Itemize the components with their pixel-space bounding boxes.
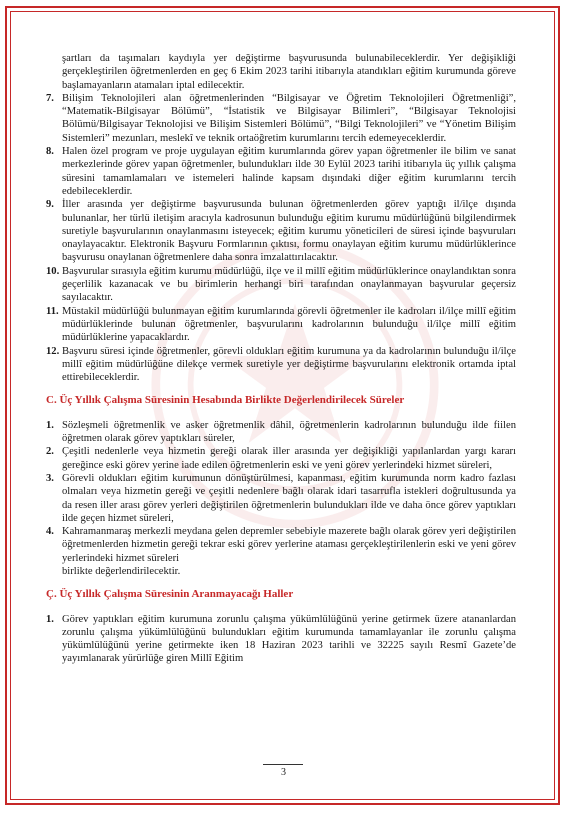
list-item: [46, 345, 516, 385]
section-heading-c: C. Üç Yıllık Çalışma Süresinin Hesabında Birlikte Değerlendirilecek Süreler: [46, 394, 405, 407]
item-text: Sözleşmeli öğretmenlik ve asker öğretmenlik dâhil, öğretmenlerin kadrolarının bulunduğu ilde fiilen öğretmen olarak görev yaptıkları süreler,: [62, 419, 516, 445]
list-item: [46, 92, 516, 145]
item-text: Görev yaptıkları eğitim kurumuna zorunlu çalışma yükümlülüğünü yerine getirmek üzere atananlardan zorunlu çalışma yükümlülüğünü bulundukları eğitim kurumunda tamamlayanlar ile zorunlu çalışma yükümlülüğünü yerine getirmekte iken 18 Haziran 2023 tarihli ve 32225 sayılı Resmî Gazete’de yayımlanarak yürürlüğe giren Millî Eğitim: [62, 613, 516, 665]
list-item: [46, 525, 516, 565]
item-number: 9.: [46, 199, 54, 211]
item-text: Başvuru süresi içinde öğretmenler, görevli oldukları eğitim kurumuna ya da kadrolarının bulunduğu il/ilçe millî eğitim müdürlüğüne dilekçe vermek suretiyle yer değiştirme başvurularını elektronik ortamda iptal ettirebileceklerdir.: [62, 345, 516, 384]
list-item: [46, 265, 516, 305]
list-item: [46, 305, 516, 345]
page-number-rule: [263, 764, 303, 765]
item-number: 10.: [46, 265, 60, 277]
item-number: 7.: [46, 92, 54, 104]
opening-paragraph: şartları da taşımaları kaydıyla yer değiştirme başvurusunda bulunabileceklerdir. Yer değişikliği gerçekleştirilen öğretmenlerden en geç 6 Ekim 2023 tarihi itibarıyla atandıkları eğitim kurumunda göreve başlamayanların atamaları iptal edilecektir.: [62, 53, 516, 91]
page-number: 3: [281, 767, 286, 778]
item-tail-text: birlikte değerlendirilecektir.: [62, 565, 181, 577]
item-text: İller arasında yer değiştirme başvurusunda bulunan öğretmenlerden görev yaptığı il/ilçe dışında bulunanlar, her türlü iletişim aracıyla kadrosunun bulunduğu eğitim kurumu müdürlüğünü bilgilendirmek suretiyle başvurularının onaylanmasını isteyecek; eğitim kurumu yöneticileri de süresi içinde başvuruları onaylayacaktır. Elektronik Başvuru Formlarının çıktısı, formu onaylayan eğitim kurumu müdürlüklerince başvurusu onaylanan öğretmenlere daha sonra imzalattırılacaktır.: [62, 199, 516, 264]
item-number: 1.: [46, 419, 54, 431]
item-number: 1.: [46, 613, 54, 625]
list-item: [46, 445, 516, 472]
item-text: Çeşitli nedenlerle veya hizmetin gereği olarak iller arasında yer değişikliği yapılanlardan yargı kararı gereğince eski görev yerine iade edilen öğretmenlerin eski ve yeni görev yerlerindeki hizmet süreleri,: [62, 446, 516, 471]
item-text: Görevli oldukları eğitim kurumunun dönüştürülmesi, kapanması, eğitim kurumunda norm kadro fazlası olmaları veya hizmetin gereği ve çeşitli nedenlere bağlı olarak idari tasarrufla istekleri doğrultusunda ya da resen iller arası görev yerleri değiştirilen öğretmenlerin bulundukları ilde ve daha önce görev yaptıkları ilde geçen hizmet süreleri,: [62, 472, 516, 524]
list-item: [46, 613, 516, 666]
list-item: [46, 419, 516, 446]
item-text: Halen özel program ve proje uygulayan eğitim kurumlarında görev yapan öğretmenler ile bilim ve sanat merkezlerinde görev yapan öğretmenler, bulundukları ilde 30 Eylül 2023 tarihi itibarıyla üç yıllık çalışma süresini tamamlamaları ve istemeleri halinde kapsam dışındaki diğer eğitim kurumlarını tercih edebileceklerdir.: [62, 146, 516, 197]
item-number: 8.: [46, 146, 54, 158]
item-number: 11.: [46, 305, 59, 317]
list-item: [46, 198, 516, 264]
item-text: Kahramanmaraş merkezli meydana gelen depremler sebebiyle mazerete bağlı olarak görev yeri değiştirilen öğretmenlerden hizmetin gereği tekrar eski görev yerlerine ataması gerçekleştirilenlerin eski ve yeni görev yerlerindeki hizmet süreleri: [62, 526, 516, 564]
document-body: [46, 52, 516, 666]
item-text: Müstakil müdürlüğü bulunmayan eğitim kurumlarında görevli öğretmenler ile kadroları il/ilçe millî eğitim müdürlüklerinde bulunan öğretmenler, başvurularını kadrolarının bulunduğu il/ilçe millî eğitim müdürlüklerine yapacaklardır.: [62, 305, 516, 344]
item-number: 4.: [46, 526, 54, 538]
list-item: [46, 472, 516, 525]
item-number: 2.: [46, 446, 54, 458]
item-number: 3.: [46, 472, 54, 484]
list-item: [46, 145, 516, 198]
item-text: Bilişim Teknolojileri alan öğretmenlerinden “Bilgisayar ve Öğretim Teknolojileri Öğretmenliği”, “Matematik-Bilgisayar Bölümü”, “İstatistik ve Bilgisayar Bilimleri”, “Bilgisayar Teknolojisi Bölümü/Bilgisayar Teknolojisi ve Bilişim Sistemleri Bölümü”, “Bilgi Teknolojileri” ve “Yönetim Bilişim Sistemleri” mezunları, meslekî ve teknik ortaöğretim kurumlarını tercih edemeyeceklerdir.: [62, 92, 516, 144]
item-text: Başvurular sırasıyla eğitim kurumu müdürlüğü, ilçe ve il millî eğitim müdürlüklerince onaylandıktan sonra geçerlilik kazanacak ve bu birimlerin herhangi biri tarafından onaylanmayan başvurular geçersiz sayılacaktır.: [62, 265, 516, 304]
item-number: 12.: [46, 345, 60, 357]
section-heading-cc: Ç. Üç Yıllık Çalışma Süresinin Aranmayacağı Haller: [46, 588, 294, 601]
